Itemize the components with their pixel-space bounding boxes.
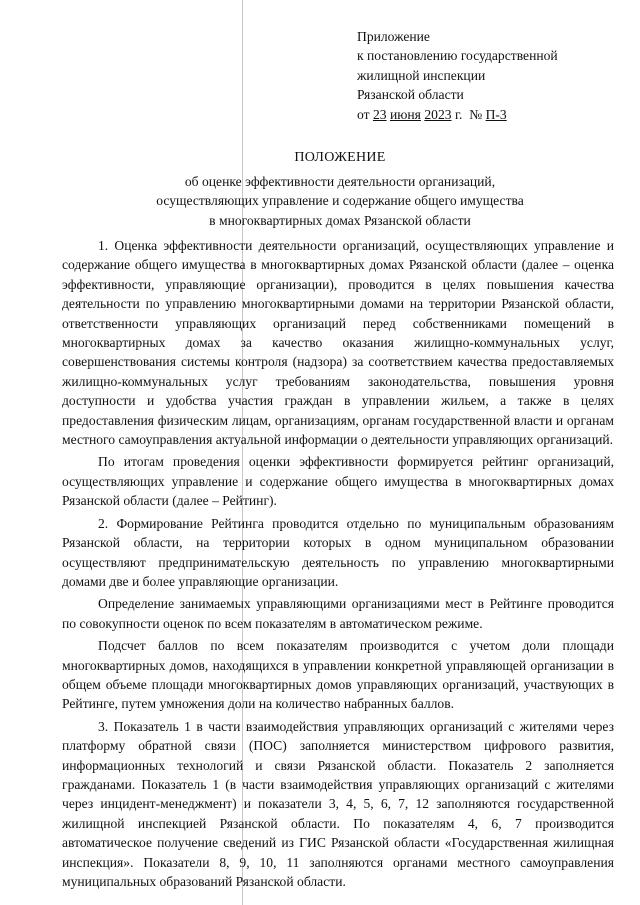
annex-block	[357, 27, 558, 124]
annex-line: жилищной инспекции	[357, 67, 486, 83]
date-month: июня	[389, 106, 421, 122]
date-year: 2023	[424, 106, 452, 122]
annex-line: к постановлению государственной	[357, 48, 558, 64]
paragraph: Подсчет баллов по всем показателям производится с учетом доли площади многоквартирных домов, находящихся в управлении конкретной управляющей организации в общем объеме площади многоквартирных домов управляющих организаций, участвующих в Рейтинге, путем умножения доли на количество набранных баллов.	[62, 638, 614, 712]
subtitle-line: об оценке эффективности деятельности организаций,	[184, 174, 496, 189]
paragraph: По итогам проведения оценки эффективности формируется рейтинг организаций, осуществляющих управление и содержание общего имущества в многоквартирных домах Рязанской области (далее – Рейтинг).	[62, 454, 614, 509]
date-year-suffix: г.	[454, 106, 463, 122]
document-number: П-3	[485, 106, 507, 122]
subtitle-line: осуществляющих управление и содержание общего имущества	[156, 193, 524, 209]
date-prefix: от	[357, 106, 370, 122]
number-sign: №	[469, 106, 483, 122]
annex-line: Приложение	[357, 29, 430, 44]
document-title: ПОЛОЖЕНИЕ	[294, 150, 386, 165]
document-subtitle	[60, 172, 620, 230]
paragraph: 2. Формирование Рейтинга проводится отдельно по муниципальным образованиям Рязанской области, на территории которых в одном муниципальном образовании осуществляют предпринимательскую деятельность по управлению многоквартирными домами две и более управляющие организации.	[62, 515, 614, 589]
document-body	[62, 236, 614, 891]
annex-date-line	[357, 105, 558, 124]
date-day: 23	[372, 106, 387, 122]
annex-line: Рязанской области	[357, 87, 464, 103]
subtitle-line: в многоквартирных домах Рязанской области	[209, 212, 471, 228]
paragraph: Определение занимаемых управляющими организациями мест в Рейтинге проводится по совокупности оценок по всем показателям в автоматическом режиме.	[62, 596, 614, 631]
paragraph: 1. Оценка эффективности деятельности организаций, осуществляющих управление и содержание общего имущества в многоквартирных домах Рязанской области (далее – оценка эффективности, управляющие организации), проводится в целях повышения качества деятельности по управлению многоквартирными домами на территории Рязанской области, ответственности управляющих организаций перед собственниками помещений в многоквартирных домах за качество оказания жилищно-коммунальных услуг, совершенствования системы контроля (надзора) за соответствием качества предоставляемых жилищно-коммунальных услуг требованиям законодательства, повышения уровня доступности и удобства участия граждан в управлении жильем, а также в целях предоставления физическим лицам, организациям, органам государственной власти и органам местного самоуправления актуальной информации о деятельности управляющих организаций.	[62, 238, 614, 448]
paragraph: 3. Показатель 1 в части взаимодействия управляющих организаций с жителями через платформу обратной связи (ПОС) заполняется министерством цифрового развития, информационных технологий и связи Рязанской области. Показатель 2 заполняется гражданами. Показатель 1 (в части взаимодействия управляющих организаций с жителями через инцидент-менеджмент) и показатели 3, 4, 5, 6, 7, 12 заполняются государственной жилищной инспекцией Рязанской области. По показателям 4, 6, 7 производится автоматическое получение сведений из ГИС Рязанской области «Государственная жилищная инспекция». Показатели 8, 9, 10, 11 заполняются органами местного самоуправления муниципальных образований Рязанской области.	[62, 718, 614, 889]
